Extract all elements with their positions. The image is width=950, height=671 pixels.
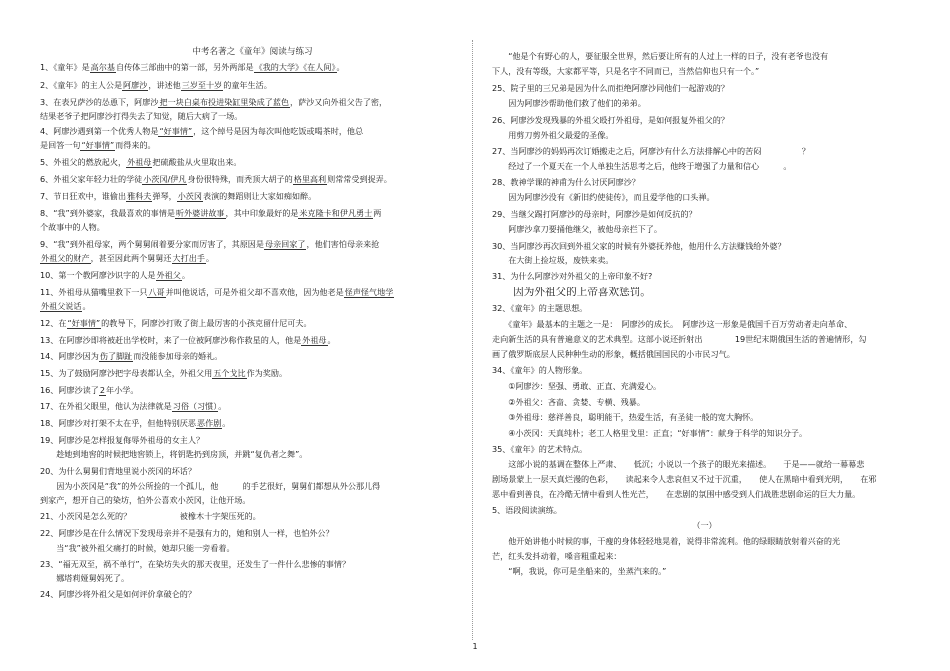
right-line: [492, 365, 917, 376]
answer-blank: 外祖父说话: [41, 301, 82, 311]
left-line: [40, 253, 465, 264]
text-span: 1、《童年》是: [40, 62, 90, 72]
left-line: [40, 270, 465, 281]
right-line: [492, 161, 917, 172]
right-line: [492, 241, 917, 252]
text-span: 。: [336, 62, 345, 72]
text-span: 因为小茨冈是“我”的外公所捡的一个孤儿，他 的手艺很好，舅舅们都想从外公那儿得: [40, 481, 381, 491]
text-span: 阿廖沙拿刀要捅他继父，被他母亲拦下了。: [492, 224, 662, 234]
left-line: [40, 239, 465, 250]
answer-blank: 高尔基: [90, 62, 115, 72]
text-span: 用剪刀剪外祖父最爱的圣像。: [492, 130, 614, 140]
answer-blank: 阿廖沙: [123, 80, 148, 90]
text-span: 24、阿廖沙将外祖父是如何评价拿破仑的？: [40, 589, 196, 599]
text-span: 19、阿廖沙是怎样报复侮辱外祖母的女主人？: [40, 435, 205, 445]
answer-blank: 听外婆讲故事: [175, 208, 225, 218]
answer-blank: 2: [99, 385, 106, 395]
text-span: 结果老爷子把阿廖沙打得失去了知觉，随后大病了一场。: [40, 111, 243, 121]
column-divider: [472, 40, 473, 640]
text-span: ①阿廖沙：坚强、勇敢、正直、充满爱心。: [492, 381, 662, 391]
left-line: [40, 418, 465, 429]
text-span: 因为阿廖沙帮助他们救了他们的弟弟。: [492, 98, 646, 108]
left-line: [40, 435, 465, 446]
answer-blank: 母亲回家了: [264, 239, 306, 249]
right-line: [492, 520, 917, 531]
text-span: 17、在外祖父眼里，他认为法律就是: [40, 401, 172, 411]
text-span: ，萨沙又向外祖父告了密，: [289, 97, 388, 107]
left-line: [40, 573, 465, 584]
text-span: 而得来的。: [115, 140, 156, 150]
text-span: 表演的舞蹈则让大家如痴如醉。: [202, 191, 317, 201]
text-span: 15、为了鼓励阿廖沙把字母表都认全，外祖父用: [40, 368, 213, 378]
answer-blank: 把一块白桌布投进染缸里染成了蓝色: [159, 97, 289, 107]
right-line: [492, 474, 917, 485]
left-line: [40, 449, 465, 460]
text-span: ，这个绰号是因为每次叫他吃饭或喝茶时，他总: [193, 126, 364, 136]
text-span: 经过了一个夏天在一个人单独生活思考之后，他终于增强了力量和信心 。: [492, 161, 792, 171]
text-span: 30、当阿廖沙再次回到外祖父家的时候有外婆抚养他，他用什么方法赚钱给外婆？: [492, 241, 786, 251]
text-span: ，讲述他: [148, 80, 181, 90]
left-line: [40, 111, 465, 122]
answer-blank: 习俗（习惯）: [172, 401, 218, 411]
right-line: [492, 536, 917, 547]
right-line: [492, 255, 917, 266]
right-line: [492, 334, 917, 345]
right-line: [492, 349, 917, 360]
text-span: 个故事中的人物。: [40, 222, 105, 232]
answer-blank: 外祖父: [156, 270, 181, 280]
page-number: 1: [472, 642, 478, 651]
left-line: [40, 208, 465, 219]
answer-blank: 雅科夫: [127, 191, 152, 201]
text-span: 。: [222, 418, 231, 428]
text-span: 他开始讲他小时候的事，干瘦的身体轻轻地晃着，说得非常流利。他的绿眼睛放射着兴奋的光: [492, 536, 841, 546]
text-span: 9、“我”到外祖母家，两个舅舅闹着要分家而厉害了，其原因是: [40, 239, 264, 249]
answer-blank: “好事情”: [159, 126, 193, 136]
answer-blank: 怪声怪气地学: [344, 287, 394, 297]
text-span: 。: [181, 270, 190, 280]
right-line: [492, 459, 917, 470]
right-line: [492, 130, 917, 141]
text-span: ，甚至因此两个舅舅还: [90, 253, 172, 263]
text-span: 并叫他说话，可是外祖父却不喜欢他，因为他老是: [165, 287, 344, 297]
right-line: [492, 115, 917, 126]
text-span: 12、在: [40, 318, 67, 328]
right-line: [492, 287, 917, 298]
right-line: [492, 489, 917, 500]
text-span: 6、外祖父家年轻力壮的学徒: [40, 174, 143, 184]
text-span: 7、节日狂欢中，谁偷出: [40, 191, 127, 201]
text-span: 下人，没有等级，大家都平等，只是名字不同而已，当然信仰也只有一个。”: [492, 66, 760, 76]
text-span: 13、在阿廖沙即将被赶出学校时，来了一位被阿廖沙称作救星的人，他是: [40, 335, 302, 345]
answer-blank: 大打出手: [172, 253, 205, 263]
text-span: 芒，红头发抖动着，嗓音粗重起来：: [492, 551, 622, 561]
text-span: ③外祖母：慈祥善良，聪明能干，热爱生活，有圣徒一般的宽大胸怀。: [492, 412, 759, 422]
left-line: [40, 174, 465, 185]
text-span: 恶中看到善良，在冷酷无情中看到人性光芒， 在悲剧的氛围中感受到人们战胜悲剧命运的巨大力量。: [492, 489, 861, 499]
right-line: [492, 66, 917, 77]
text-span: ④小茨冈：天真纯朴；老工人格里戈里：正直；“好事情”：献身于科学的知识分子。: [492, 428, 808, 438]
right-line: [492, 177, 917, 188]
text-span: ，其中印象最好的是: [225, 208, 299, 218]
text-span: 21、小茨冈是怎么死的？ 被橡木十字架压死的。: [40, 511, 261, 521]
left-line: [40, 191, 465, 202]
text-span: 自传体三部曲中的第一部，另外两部是: [115, 62, 254, 72]
left-line: [40, 511, 465, 522]
text-span: 的教导下，阿廖沙打败了街上最厉害的小孩克留什尼可夫。: [101, 318, 312, 328]
right-line: [492, 551, 917, 562]
text-span: 10、第一个教阿廖沙识字的人是: [40, 270, 156, 280]
text-span: 到家产，想开自己的染坊，怕外公喜欢小茨冈，让他开场。: [40, 495, 251, 505]
answer-blank: “好事情”: [81, 140, 115, 150]
answer-blank: 《我的大学》《在人间》: [254, 62, 336, 72]
left-line: [40, 140, 465, 151]
text-span: 把硫酸盐从火里取出来。: [152, 157, 242, 167]
text-span: 31、为什么阿廖沙对外祖父的上帝印象不好?: [492, 271, 653, 281]
answer-blank: 小茨冈: [177, 191, 202, 201]
text-span: 。: [218, 401, 227, 411]
left-line: [40, 481, 465, 492]
text-span: 这部小说的基调在整体上严肃、 低沉；小说以一个孩子的眼光来描述。 于是——就给一幕幕悲: [492, 459, 865, 469]
answer-blank: 小茨冈/伊凡: [143, 174, 187, 184]
answer-blank: 八哥: [148, 287, 165, 297]
right-line: [492, 428, 917, 439]
right-line: [492, 83, 917, 94]
text-span: 。: [327, 335, 336, 345]
text-span: 18、阿廖沙对打架不太在乎，但他特别厌恶: [40, 418, 196, 428]
text-span: 22、阿廖沙是在什么情况下发现母亲并不是强有力的，她和别人一样，也怕外公？: [40, 528, 334, 538]
text-span: 因为外祖父的上帝喜欢惩罚。: [492, 287, 651, 298]
left-line: [40, 157, 465, 168]
left-line: [40, 126, 465, 137]
right-line: [492, 505, 917, 516]
answer-blank: “好事情”: [67, 318, 101, 328]
text-span: 2、《童年》的主人公是: [40, 80, 123, 90]
answer-blank: 伤了脚趾: [99, 351, 133, 361]
answer-blank: 五个戈比: [213, 368, 246, 378]
text-span: “他是个有野心的人，要征服全世界，然后要让所有的人过上一样的日子，没有老爷也没有: [492, 51, 829, 61]
text-span: 28、教神学课的神甫为什么讨厌阿廖沙？: [492, 177, 640, 187]
left-line: [40, 559, 465, 570]
right-line: [492, 412, 917, 423]
text-span: 。: [82, 301, 91, 311]
text-span: 8、“我”到外婆家，我最喜欢的事情是: [40, 208, 175, 218]
answer-blank: 三岁至十岁: [181, 80, 223, 90]
left-line: [40, 589, 465, 600]
right-line: [492, 51, 917, 62]
right-line: [492, 566, 917, 577]
text-span: 4、阿廖沙遇到第一个优秀人物是: [40, 126, 159, 136]
text-span: 趁她到地窖的时候把地窖锁上，将钥匙扔到房顶，并跳“复仇者之舞”。: [40, 449, 308, 459]
text-span: 在大街上捡垃圾，废铁来卖。: [492, 255, 614, 265]
text-span: 的童年生活。: [223, 80, 272, 90]
text-span: 身份很特殊，而秃顶大胡子的: [187, 174, 293, 184]
left-line: [40, 368, 465, 379]
text-span: 两: [373, 208, 382, 218]
answer-blank: 米克隆卡和伊凡勇士: [299, 208, 373, 218]
text-span: 是回答一句: [40, 140, 81, 150]
left-line: [40, 495, 465, 506]
text-span: 32、《童年》的主题思想。: [492, 303, 588, 313]
text-span: 29、当继父踢打阿廖沙的母亲时，阿廖沙是如何反抗的？: [492, 209, 697, 219]
text-span: 弹琴，: [152, 191, 177, 201]
text-span: 5、外祖父的燃放起火，: [40, 157, 127, 167]
text-span: ，他们害怕母亲来抢: [306, 239, 380, 249]
left-line: [40, 335, 465, 346]
text-span: （一）: [692, 520, 717, 530]
text-span: 5、语段阅读演练。: [492, 505, 562, 515]
answer-blank: 外祖母: [302, 335, 327, 345]
text-span: 3、在表兄萨沙的怂恿下，阿廖沙: [40, 97, 159, 107]
text-span: 剧场景蒙上一层天真烂漫的色彩， 读起来令人悲哀但又不过于沉重， 使人在黑暗中看到光明， 在邪: [492, 474, 877, 484]
left-line: [40, 222, 465, 233]
answer-blank: 外祖母: [127, 157, 152, 167]
left-line: [40, 543, 465, 554]
left-line: [40, 97, 465, 108]
document-title: 中考名著之《童年》阅读与练习: [192, 47, 313, 57]
right-line: [492, 397, 917, 408]
left-line: [40, 287, 465, 298]
right-line: [492, 146, 917, 157]
text-span: 当“我”被外祖父痛打的时候，她却只能一旁看着。: [40, 543, 235, 553]
text-span: 年小学。: [106, 385, 139, 395]
left-line: [40, 401, 465, 412]
text-span: ②外祖父：吝啬、贪婪、专横、残暴。: [492, 397, 645, 407]
text-span: 11、外祖母从猫嘴里救下一只: [40, 287, 148, 297]
text-span: 20、为什么舅舅们背地里说小茨冈的坏话？: [40, 466, 196, 476]
text-span: 23、“福无双至，祸不单行”，在染坊失火的那天夜里，还发生了一件什么悲惨的事情？: [40, 559, 351, 569]
answer-blank: 外祖父的财产: [41, 253, 90, 263]
right-line: [492, 271, 917, 282]
right-line: [492, 98, 917, 109]
right-line: [492, 319, 917, 330]
left-line: [40, 351, 465, 362]
right-line: [492, 224, 917, 235]
text-span: 16、阿廖沙读了: [40, 385, 99, 395]
text-span: 走向新生活的具有普遍意义的艺术典型。这部小说还折射出 19世纪末期俄国生活的普遍情形，勾: [492, 334, 867, 344]
text-span: 而没能参加母亲的婚礼。: [133, 351, 223, 361]
right-line: [492, 381, 917, 392]
left-line: [40, 80, 465, 91]
text-span: 。: [205, 253, 215, 263]
text-span: 则常常受到捉弄。: [327, 174, 392, 184]
text-span: 26、阿廖沙发现残暴的外祖父殴打外祖母，是如何报复外祖父的？: [492, 115, 729, 125]
text-span: 34、《童年》的人物形象。: [492, 365, 588, 375]
left-line: [40, 466, 465, 477]
left-line: [40, 62, 465, 73]
answer-blank: 格里高利: [293, 174, 327, 184]
right-line: [492, 444, 917, 455]
text-span: “啊，我说，你可是坐船来的，坐蒸汽来的。”: [492, 566, 667, 576]
left-line: [40, 528, 465, 539]
left-line: [40, 385, 465, 396]
text-span: 27、当阿廖沙的妈妈再次订婚搬走之后，阿廖沙有什么方法排解心中的苦闷 ？: [492, 146, 810, 156]
text-span: 《童年》最基本的主题之一是： 阿廖沙的成长。 阿廖沙这一形象是俄国千百万劳动者走向革命、: [492, 319, 853, 329]
left-line: [40, 318, 465, 329]
text-span: 因为阿廖沙没有《新旧约使徒传》，而且爱学他的口头禅。: [492, 192, 715, 202]
text-span: 画了俄罗斯底层人民种种生动的形象，概括俄国国民的小市民习气。: [492, 349, 735, 359]
answer-blank: 恶作剧: [197, 418, 222, 428]
text-span: 作为奖励。: [246, 368, 288, 378]
text-span: 25、院子里的三兄弟是因为什么而拒绝阿廖沙同他们一起游戏的？: [492, 83, 729, 93]
text-span: 14、阿廖沙因为: [40, 351, 99, 361]
right-line: [492, 192, 917, 203]
right-line: [492, 209, 917, 220]
text-span: 35、《童年》的艺术特点。: [492, 444, 588, 454]
left-line: [40, 301, 465, 312]
right-line: [492, 303, 917, 314]
text-span: 娜塔莉娅舅妈死了。: [40, 573, 130, 583]
